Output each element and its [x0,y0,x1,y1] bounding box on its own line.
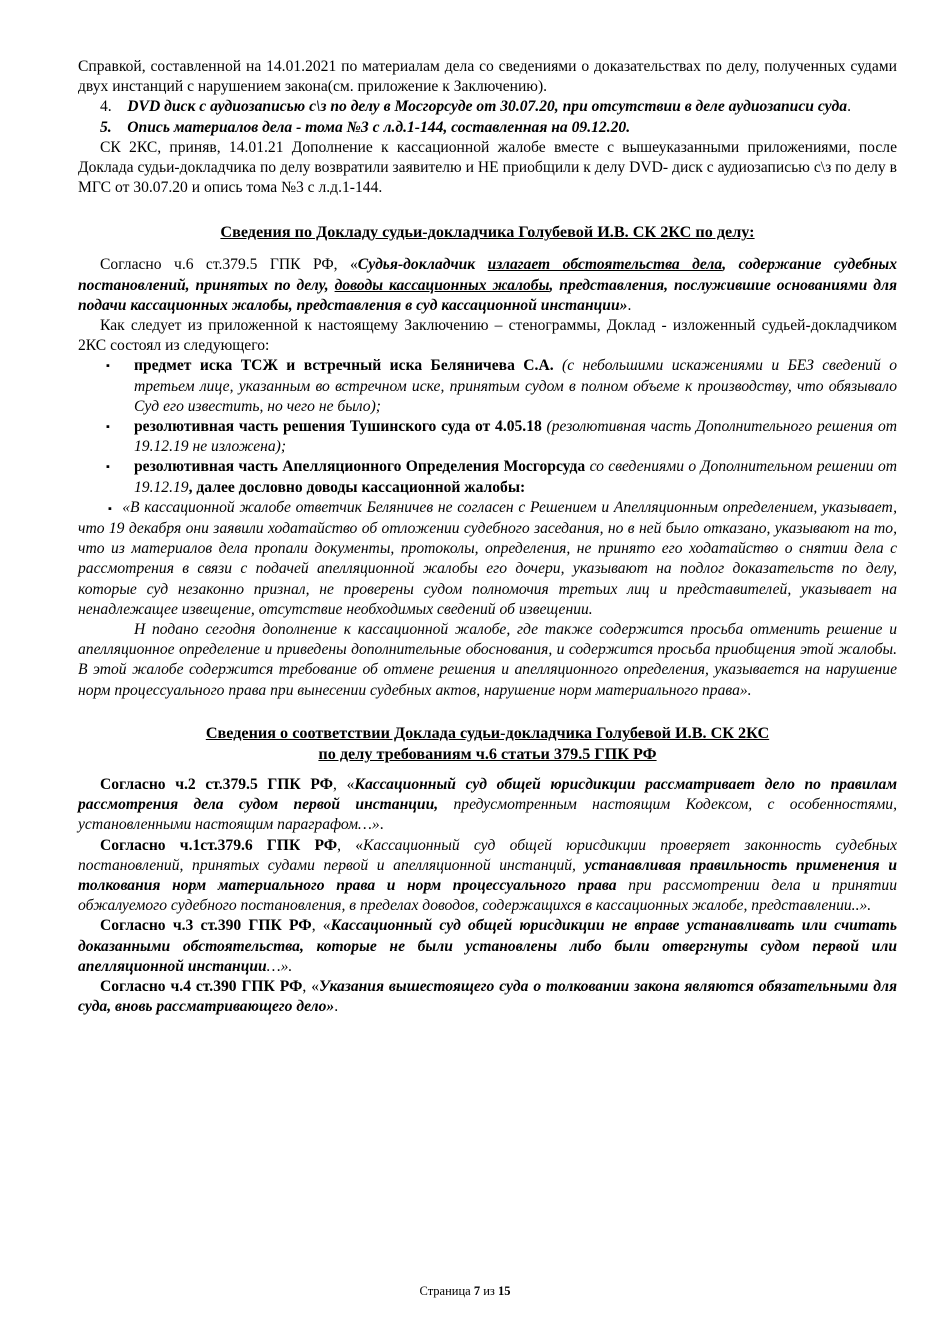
text-run: , далее дословно доводы кассационной жалобы: [188,478,526,496]
list-number: 4. [100,98,112,116]
quote-paragraph-1 [78,498,897,620]
bullet-icon: ▪ [108,502,113,515]
list-item [78,457,897,497]
text-run: Согласно ч.4 ст.390 ГПК РФ [100,977,303,995]
text-run: устанавливая правильность применения и толкования норм материального права и норм процессуального права [78,856,898,894]
paragraph-article-379-5-p2 [78,775,897,836]
text-run: Н подано сегодня дополнение к кассационной жалобе, где также содержится просьба отменить решение и апелляционное определение и приведены дополнительные обоснования, и содержится просьба приобщения этой жалобы. В этой жалобе содержится требование об отмене решения и апелляционного определения, указывается на нарушение норм процессуального права при вынесении судебных актов, нарушение норм материального права». [78,621,897,699]
page-number-total: 15 [497,1284,511,1298]
text-run: Кассационный суд общей юрисдикции рассматривает дело по правилам рассмотрения дела судом первой инстанции, [78,775,898,814]
bullet-icon: ▪ [106,461,110,474]
list-item [78,356,897,417]
text-run: , « [337,836,364,854]
quote-paragraph-2 [78,620,897,701]
list-item [78,417,897,457]
heading-line: Сведения о соответствии Доклада судьи-докладчика Голубевой И.В. СК 2КС [205,723,770,742]
underlined-text: излагает обстоятельства дела [487,256,723,274]
text-run: . [379,816,384,834]
text-run: Указания вышестоящего суда о толковании закона являются обязательными для суда, вновь рассматривающего дело» [78,977,897,1016]
list-item-4 [78,97,897,117]
paragraph-sk2ks: СК 2КС, приняв, 14.01.21 Дополнение к кассационной жалобе вместе с вышеуказанными приложениями, после Доклада судьи-докладчика по делу возвратили заявителю и НЕ приобщили к делу DVD- диск с аудиозаписью с\з по делу в МГС от 30.07.20 и опись тома №3 с л.д.1-144. [78,138,897,197]
list-number: 5. [100,118,112,136]
page-number-separator: из [480,1284,498,1298]
report-contents-list [78,356,897,497]
paragraph-article-390-4 [78,977,897,1017]
text-run: Согласно ч.1ст.379.6 ГПК РФ [100,836,338,854]
text-run: (с небольшими искажениями и БЕЗ сведений о третьем лице, указанным во встречном иске, принятым судом в полном объеме к производству, что обязывало Суд его известить, но чего не было); [134,357,898,415]
text-run: Судья-докладчик [357,256,488,274]
underlined-text: доводы кассационных жалобы [334,276,550,294]
text-run: , представления, послужившие основаниями для подачи кассационных жалобы, представления в суд кассационной инстанции» [78,276,898,314]
text-run: …». [266,957,293,975]
text-run: «В кассационной жалобе ответчик Беляничев не согласен с Решением и Апелляционным определением, указывает, что 19 декабря они заявили ходатайство об отложении судебного заседания, но в ней было отказано, указывают на то, что из материалов дела пропали документы, протоколы, определения, не принято его ходатайство о снятии дела с рассмотрения в связи с подачей апелляционной жалобы его дочери, указывают на подлог доказательств по делу, которые суд незаконно признал, не проверены судом полномочия третьих лиц и представителей, указывает на ненадлежащее извещение, отсутствие необходимых сведений об извещении. [78,498,898,618]
text-run: предмет иска ТСЖ и встречный иска Беляничева С.А. [134,357,554,375]
heading-line: по делу требованиям ч.6 статьи 379.5 ГПК РФ [318,744,657,763]
text-run: предусмотренным настоящим Кодексом, с особенностями, установленными настоящим параграфом…» [78,796,897,834]
text-run: Согласно ч.3 ст.390 ГПК РФ [100,917,312,935]
page-number-prefix: Страница [419,1284,474,1298]
text-run: при рассмотрении дела и принятии обжалуемого судебного постановления, в пределах доводов, содержащихся в кассационных жалобе, представлении..». [78,876,897,915]
text-run: резолютивная часть Апелляционного Определения Мосгорсуда [134,458,586,476]
paragraph-stenogram: Как следует из приложенной к настоящему Заключению – стенограммы, Доклад - изложенный судьей-докладчиком 2КС состоял из следующего: [78,317,897,355]
text-run: Кассационный суд общей юрисдикции не вправе устанавливать или считать доказанными обстоятельства, которые не были установлены либо были отвергнуты судом первой или апелляционной инстанции [78,917,898,975]
text-run: резолютивная часть решения Тушинского суда от 4.05.18 [134,418,542,436]
document-page [78,57,897,1017]
text-run: , « [311,917,331,935]
section-heading-report: Сведения по Докладу судьи-докладчика Голубевой И.В. СК 2КС по делу: [220,223,755,242]
paragraph-article-379-5 [78,255,897,316]
paragraph-reference-line: Справкой, составленной на 14.01.2021 по материалам дела со сведениями о доказательствах по делу, полученных судами двух инстанций с нарушением закона(см. приложение к Заключению). [78,58,897,96]
list-item-4-text: DVD диск с аудиозаписью с\з по делу в Мосгорсуде от 30.07.20, при отсутствии в деле аудиозаписи суда [127,98,848,116]
text-run: Согласно ч.6 ст.379.5 ГПК РФ, « [100,256,358,274]
text-run: Согласно ч.2 ст.379.5 ГПК РФ [100,775,334,793]
punctuation: . [847,98,851,116]
text-run: , « [333,775,355,793]
bullet-icon: ▪ [106,421,110,434]
text-run: , « [302,977,319,995]
text-run: Кассационный суд общей юрисдикции проверяет законность судебных постановлений, принятых судами первой и апелляционной инстанций, [78,836,897,874]
page-number-current: 7 [473,1284,481,1298]
list-item-5-text: Опись материалов дела - тома №3 с л.д.1-144, составленная на 09.12.20. [127,118,631,136]
paragraph-article-390-3 [78,916,897,977]
section-heading-compliance [78,723,897,765]
text-run: , содержание судебных постановлений, принятых по делу, [78,256,898,294]
text-run: со сведениями о Дополнительном решении от 19.12.19 [134,458,898,496]
text-run: . [627,296,632,314]
list-item-5 [78,118,897,138]
text-run: . [334,998,339,1016]
paragraph-article-379-6 [78,836,897,917]
bullet-icon: ▪ [106,360,110,373]
text-run: (резолютивная часть Дополнительного решения от 19.12.19 не изложена); [134,418,897,456]
page-footer [0,1283,930,1299]
